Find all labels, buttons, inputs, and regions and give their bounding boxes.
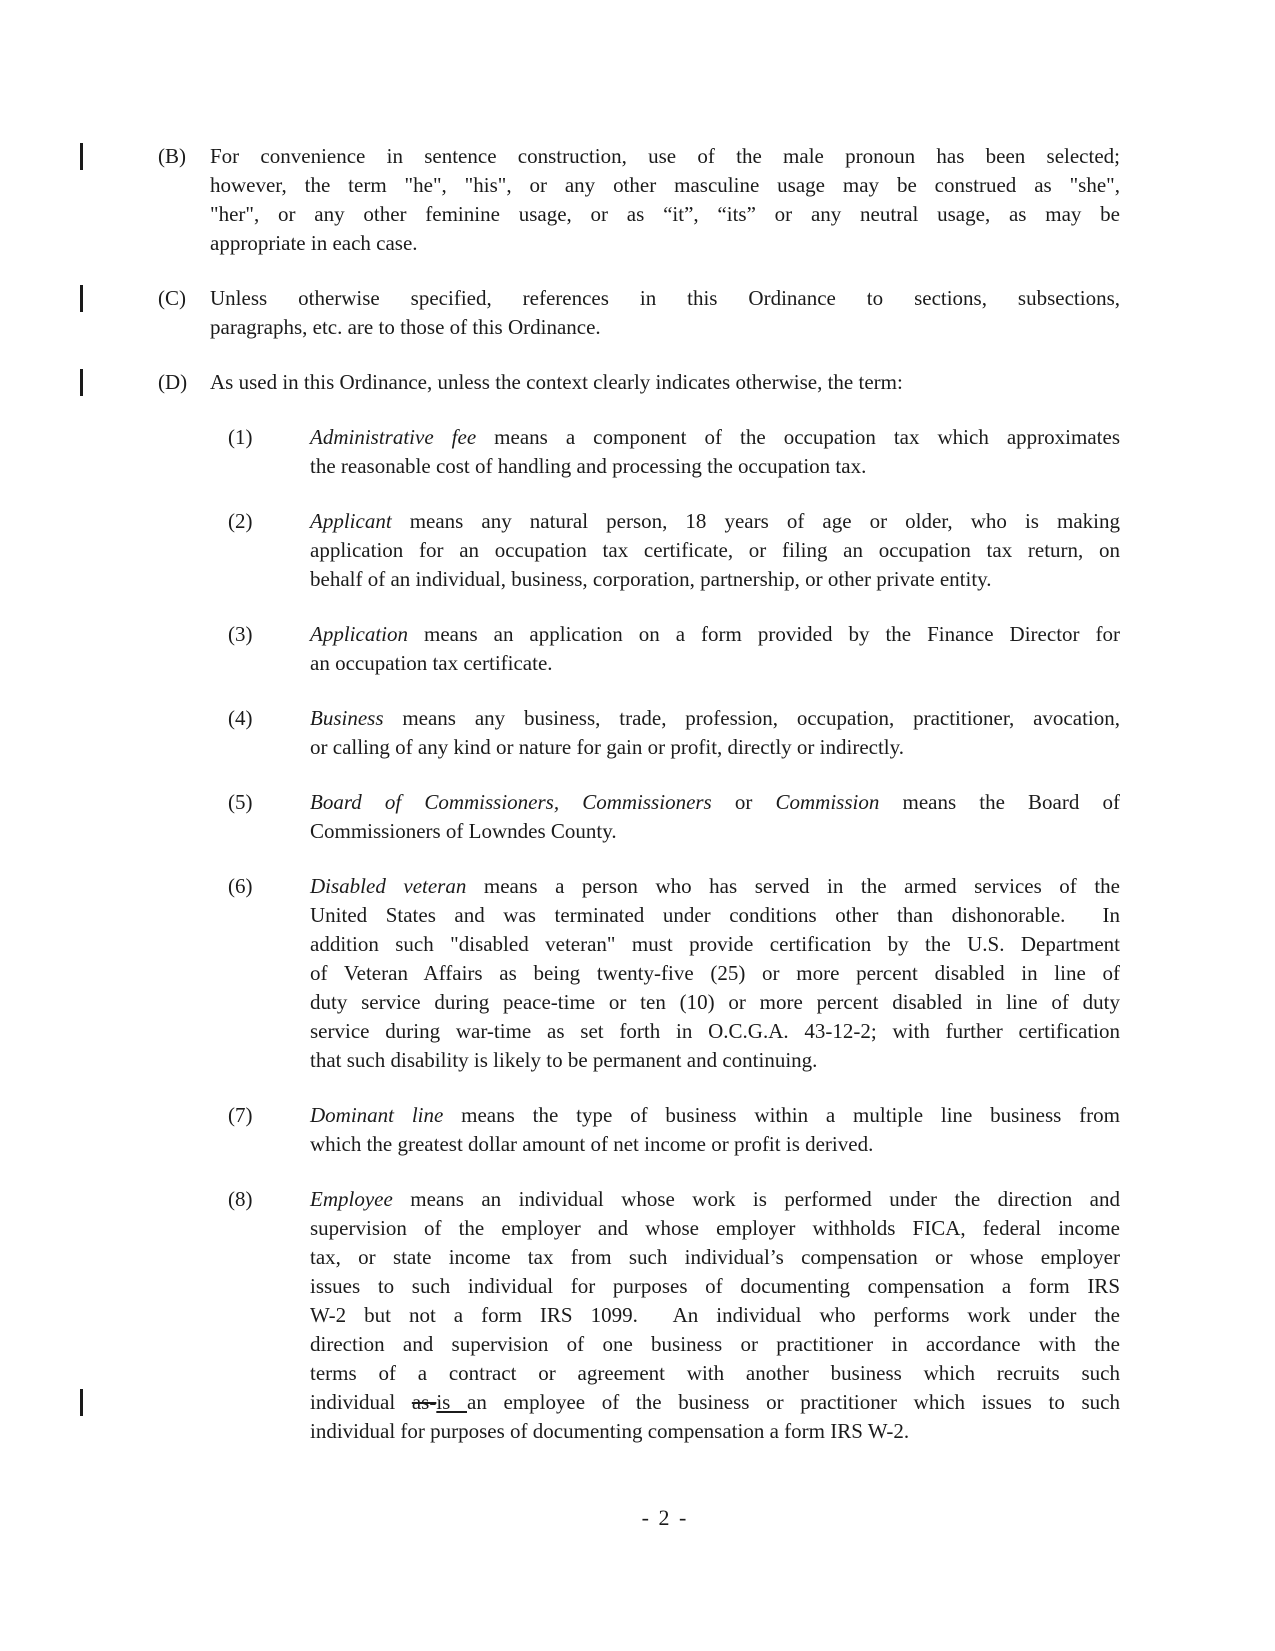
text-line [310,733,1120,762]
item-label: (C) [158,286,186,310]
body-text: means the type of business within a multiple line business from [443,1103,1120,1127]
text-line [310,1272,1120,1301]
body-text: issues to such individual for purposes of documenting compensation a form IRS [310,1274,1120,1298]
body-text: duty service during peace-time or ten (10) or more percent disabled in line of duty [310,990,1120,1014]
defined-term: Employee [310,1187,393,1211]
text-line [210,229,1120,258]
text-line [310,1417,1120,1446]
body-text: means the Board of [879,790,1120,814]
defined-term: Applicant [310,509,392,533]
text-line [310,1359,1120,1388]
inserted-text: is [436,1390,467,1414]
defined-term: Administrative fee [310,425,477,449]
text-line [210,142,1120,171]
text-line [310,1185,1120,1214]
revision-bar [80,285,83,312]
body-text: For convenience in sentence construction, use of the male pronoun has been selected; [210,144,1120,168]
text-line [310,901,1120,930]
body-text: means any natural person, 18 years of age or older, who is making [391,509,1120,533]
body-text: appropriate in each case. [210,231,418,255]
definition-1 [228,423,1120,481]
struck-text: as- [411,1390,437,1414]
text-line [310,423,1120,452]
item-label: (1) [228,425,253,449]
body-text: the reasonable cost of handling and processing the occupation tax. [310,454,867,478]
item-label: (4) [228,706,253,730]
body-text: means a component of the occupation tax which approximates [476,425,1120,449]
item-label: (2) [228,509,253,533]
definition-8 [228,1185,1120,1446]
body-text: which the greatest dollar amount of net income or profit is derived. [310,1132,874,1156]
section-D [158,368,1120,397]
body-text: an employee of the business or practitioner which issues to such [467,1390,1120,1414]
body-text: or calling of any kind or nature for gain or profit, directly or indirectly. [310,735,905,759]
definition-5 [228,788,1120,846]
body-text: W-2 but not a form IRS 1099. An individual who performs work under the [310,1303,1120,1327]
definition-3 [228,620,1120,678]
body-text: Commissioners of Lowndes County. [310,819,617,843]
body-text: tax, or state income tax from such individual’s compensation or whose employer [310,1245,1120,1269]
text-line [310,1046,1120,1075]
body-text: service during war-time as set forth in O.C.G.A. 43-12-2; with further certification [310,1019,1120,1043]
body-text: application for an occupation tax certificate, or filing an occupation tax return, on [310,538,1120,562]
text-line [310,649,1120,678]
text-line [310,872,1120,901]
body-text: that such disability is likely to be permanent and continuing. [310,1048,818,1072]
text-line [310,1017,1120,1046]
text-line [310,507,1120,536]
defined-term: Dominant line [310,1103,444,1127]
text-line [310,704,1120,733]
defined-term: Business [310,706,384,730]
body-text: however, the term "he", "his", or any other masculine usage may be construed as "she", [210,173,1120,197]
text-line [310,1130,1120,1159]
text-line [310,1214,1120,1243]
text-line [310,1301,1120,1330]
defined-term: Commission [775,790,880,814]
page-number: - 2 - [641,1505,689,1530]
body-text: "her", or any other feminine usage, or as “it”, “its” or any neutral usage, as may be [210,202,1120,226]
text-line [210,284,1120,313]
definition-7 [228,1101,1120,1159]
body-text: supervision of the employer and whose employer withholds FICA, federal income [310,1216,1120,1240]
item-label: (D) [158,370,188,394]
text-line [310,930,1120,959]
definition-6 [228,872,1120,1075]
item-label: (8) [228,1187,253,1211]
body-text: of Veteran Affairs as being twenty-five (25) or more percent disabled in line of [310,961,1120,985]
item-label: (B) [158,144,186,168]
text-line [310,1101,1120,1130]
text-line [310,1330,1120,1359]
body-text: behalf of an individual, business, corporation, partnership, or other private entity. [310,567,992,591]
body-text: terms of a contract or agreement with another business which recruits such [310,1361,1120,1385]
item-label: (3) [228,622,253,646]
revision-bar [80,143,83,170]
text-line [210,200,1120,229]
text-line [210,368,1120,397]
revision-bar [80,1389,83,1416]
revision-bar [80,369,83,396]
body-text: means any business, trade, profession, occupation, practitioner, avocation, [383,706,1120,730]
item-label: (7) [228,1103,253,1127]
body-text: means a person who has served in the armed services of the [466,874,1120,898]
body-text: means an individual whose work is performed under the direction and [392,1187,1120,1211]
body-text: United States and was terminated under conditions other than dishonorable. In [310,903,1120,927]
text-line [310,1243,1120,1272]
text-line [310,817,1120,846]
body-text: individual for purposes of documenting compensation a form IRS W-2. [310,1419,910,1443]
defined-term: Board of Commissioners, Commissioners [310,790,712,814]
item-label: (5) [228,790,253,814]
text-line [310,565,1120,594]
body-text: addition such "disabled veteran" must provide certification by the U.S. Department [310,932,1120,956]
item-label: (6) [228,874,253,898]
text-line [310,959,1120,988]
section-C [158,284,1120,342]
text-line [310,1388,1120,1417]
defined-term: Application [310,622,408,646]
body-text: direction and supervision of one business or practitioner in accordance with the [310,1332,1120,1356]
text-line [210,313,1120,342]
body-text: an occupation tax certificate. [310,651,553,675]
text-line [310,452,1120,481]
body-text: paragraphs, etc. are to those of this Ordinance. [210,315,601,339]
section-B [158,142,1120,258]
text-line [310,988,1120,1017]
body-text: As used in this Ordinance, unless the context clearly indicates otherwise, the term: [210,370,903,394]
text-line [210,171,1120,200]
defined-term: Disabled veteran [310,874,467,898]
body-text: means an application on a form provided by the Finance Director for [408,622,1120,646]
body-text: individual [310,1390,412,1414]
body-text: Unless otherwise specified, references in this Ordinance to sections, subsections, [210,286,1120,310]
body-text: or [711,790,776,814]
text-line [310,788,1120,817]
definition-2 [228,507,1120,594]
definition-4 [228,704,1120,762]
text-line [310,536,1120,565]
text-line [310,620,1120,649]
